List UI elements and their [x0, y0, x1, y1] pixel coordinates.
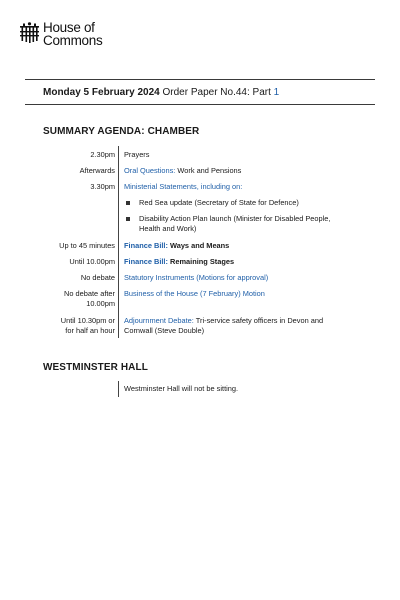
statutory-instruments-link[interactable]: Statutory Instruments (Motions for approval)	[124, 273, 269, 282]
agenda-item	[124, 316, 344, 336]
agenda-item	[124, 273, 349, 283]
order-paper-date: Monday 5 February 2024	[43, 87, 160, 98]
agenda-item	[124, 241, 349, 251]
adjournment-debate-subject: Tri-service safety officers in Devon and Cornwall (Steve Double)	[124, 316, 324, 335]
ministerial-statements-link[interactable]: Ministerial Statements, including on:	[124, 182, 243, 191]
oral-questions-link[interactable]: Oral Questions:	[124, 166, 176, 175]
finance-bill-stage: Ways and Means	[167, 241, 230, 250]
agenda-time	[43, 289, 115, 309]
bullet-square-icon	[126, 217, 130, 221]
agenda-item	[124, 257, 349, 267]
logo-wordmark	[43, 22, 102, 47]
agenda-time-line-1: Until 10.30pm or	[60, 316, 115, 325]
order-paper-number: Order Paper No.44: Part	[162, 87, 271, 98]
logo-line-1: House of	[43, 20, 95, 35]
westminster-hall-divider	[118, 381, 119, 397]
agenda-time-line-2: for half an hour	[65, 326, 115, 335]
order-paper-line	[43, 87, 279, 98]
finance-bill-link[interactable]: Finance Bill:	[124, 241, 168, 250]
header-rule-top	[25, 79, 375, 80]
agenda-time: Afterwards	[79, 166, 115, 175]
westminster-hall-heading: WESTMINSTER HALL	[43, 362, 148, 373]
agenda-item: Prayers	[124, 150, 150, 159]
statement-text: Disability Action Plan launch (Minister for Disabled People, Health and Work)	[139, 214, 331, 233]
agenda-time	[43, 316, 115, 336]
house-of-commons-logo	[20, 22, 102, 47]
agenda-item	[124, 289, 349, 299]
bullet-square-icon	[126, 201, 130, 205]
business-of-the-house-link[interactable]: Business of the House (7 February) Motion	[124, 289, 265, 298]
adjournment-debate-link[interactable]: Adjournment Debate:	[124, 316, 194, 325]
logo-line-2: Commons	[43, 32, 103, 48]
agenda-time: Up to 45 minutes	[59, 241, 115, 250]
chamber-heading: SUMMARY AGENDA: CHAMBER	[43, 126, 200, 137]
portcullis-icon	[20, 22, 39, 44]
agenda-item	[124, 182, 349, 192]
order-paper-part-link[interactable]: 1	[273, 87, 280, 98]
statement-text: Red Sea update (Secretary of State for Defence)	[139, 198, 299, 207]
finance-bill-stage: Remaining Stages	[167, 257, 235, 266]
agenda-time: No debate	[80, 273, 115, 282]
oral-questions-subject: Work and Pensions	[175, 166, 242, 175]
finance-bill-link[interactable]: Finance Bill:	[124, 257, 168, 266]
agenda-time-line-2: 10.00pm	[86, 299, 115, 308]
westminster-hall-text: Westminster Hall will not be sitting.	[124, 384, 239, 393]
agenda-time: 3.30pm	[90, 182, 115, 191]
agenda-time: 2.30pm	[90, 150, 115, 159]
agenda-time: Until 10.00pm	[69, 257, 115, 266]
agenda-time-line-1: No debate after	[64, 289, 115, 298]
chamber-divider	[118, 146, 119, 338]
agenda-item	[124, 166, 349, 176]
header-rule-bottom	[25, 104, 375, 105]
